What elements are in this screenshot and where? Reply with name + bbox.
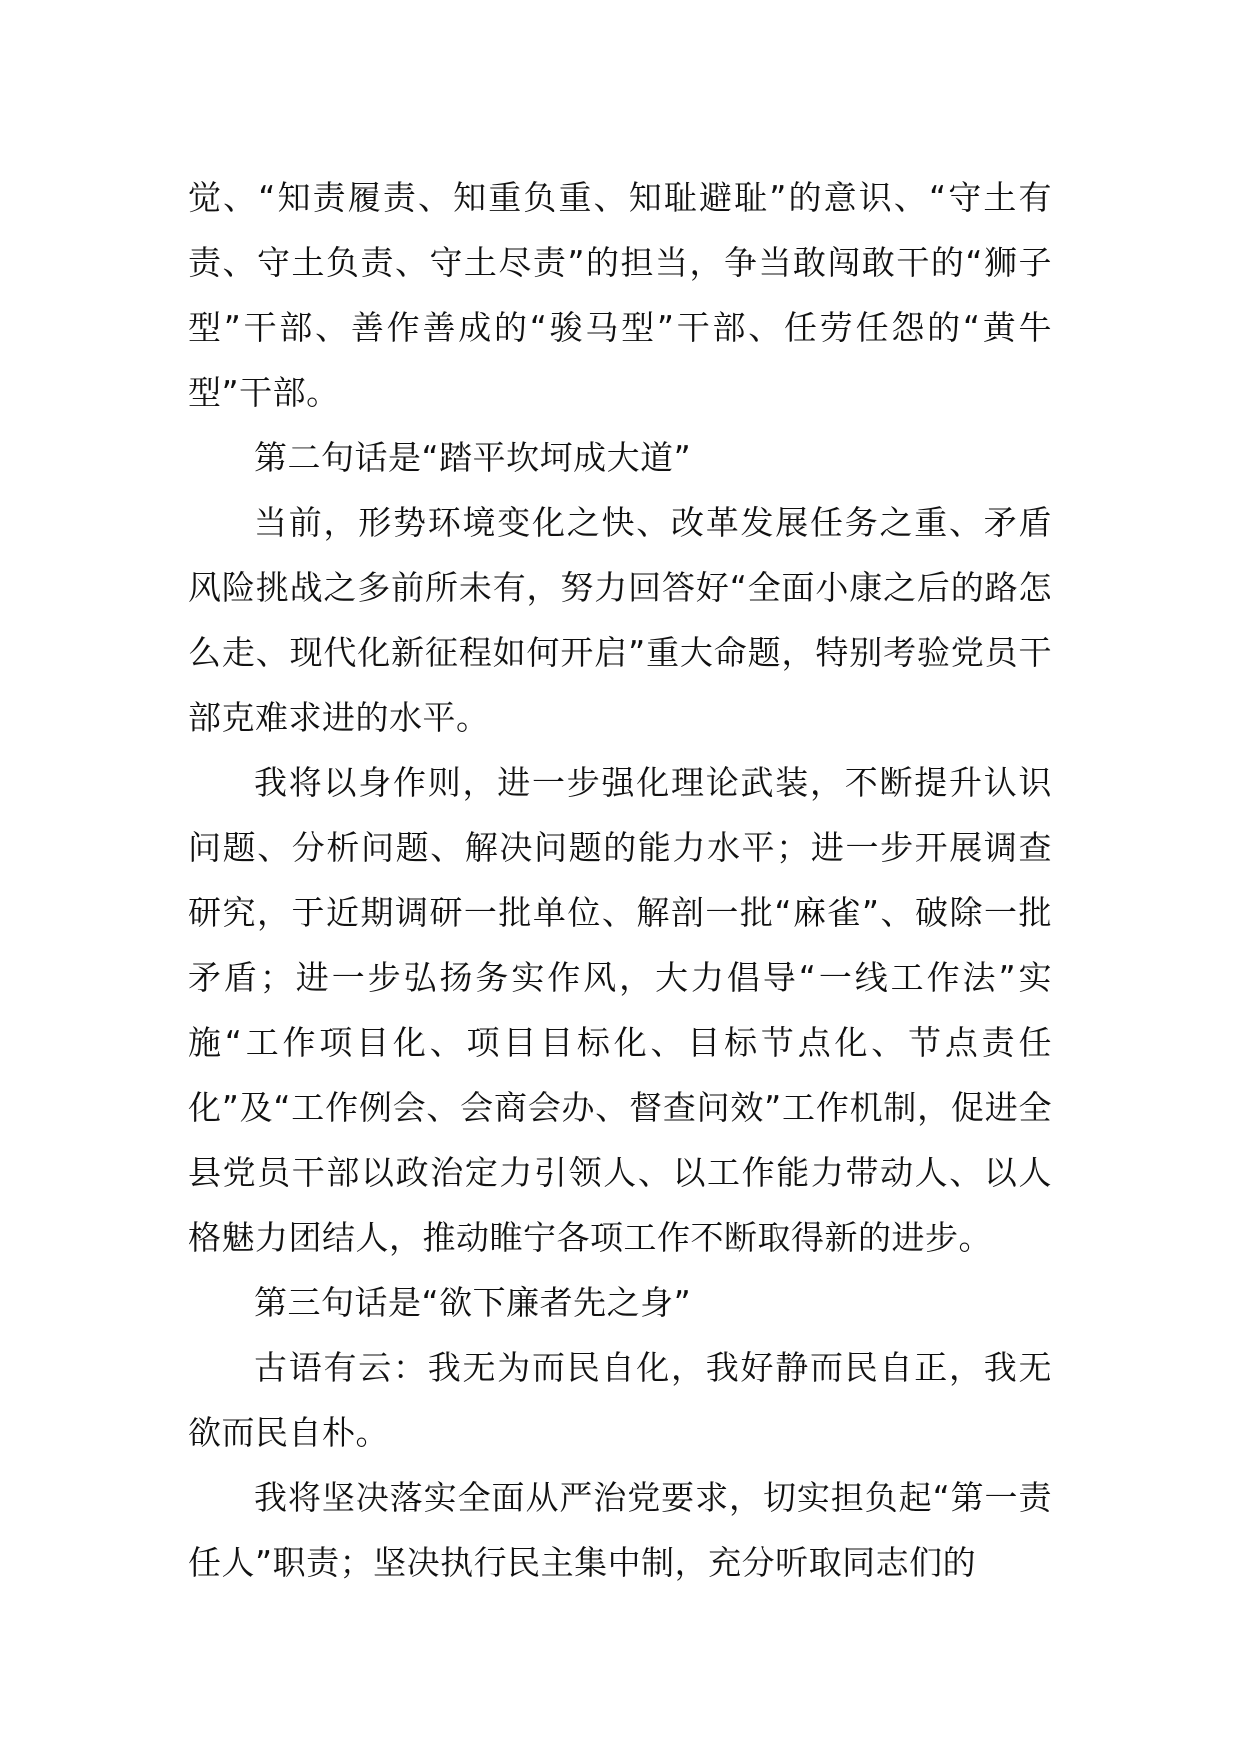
section-heading-third-sentence: 第三句话是“欲下廉者先之身” — [254, 1283, 692, 1322]
paragraph-lead-by-example: 我将以身作则，进一步强化理论武装，不断提升认识问题、分析问题、解决问题的能力水平；进一步开展调查研究，于近期调研一批单位、解剖一批“麻雀”、破除一批矛盾；进一步弘扬务实作风，大力倡导“一线工作法”实施“工作项目化、项目目标化、目标节点化、节点责任化”及“工作例会、会商会办、督查问效”工作机制，促进全县党员干部以政治定力引领人、以工作能力带动人、以人格魅力团结人，推动睢宁各项工作不断取得新的进步。 — [188, 763, 1052, 1257]
paragraph-ancient-saying: 古语有云：我无为而民自化，我好静而民自正，我无欲而民自朴。 — [188, 1348, 1052, 1452]
paragraph-strict-governance: 我将坚决落实全面从严治党要求，切实担负起“第一责任人”职责；坚决执行民主集中制，充分听取同志们的 — [188, 1478, 1052, 1582]
paragraph-continuation: 觉、“知责履责、知重负重、知耻避耻”的意识、“守土有责、守土负责、守土尽责”的担当，争当敢闯敢干的“狮子型”干部、善作善成的“骏马型”干部、任劳任怨的“黄牛型”干部。 — [188, 178, 1052, 412]
section-heading-second-sentence: 第二句话是“踏平坎坷成大道” — [254, 438, 692, 477]
paragraph-current-situation: 当前，形势环境变化之快、改革发展任务之重、矛盾风险挑战之多前所未有，努力回答好“全面小康之后的路怎么走、现代化新征程如何开启”重大命题，特别考验党员干部克难求进的水平。 — [188, 503, 1052, 737]
document-page — [188, 165, 1052, 1595]
